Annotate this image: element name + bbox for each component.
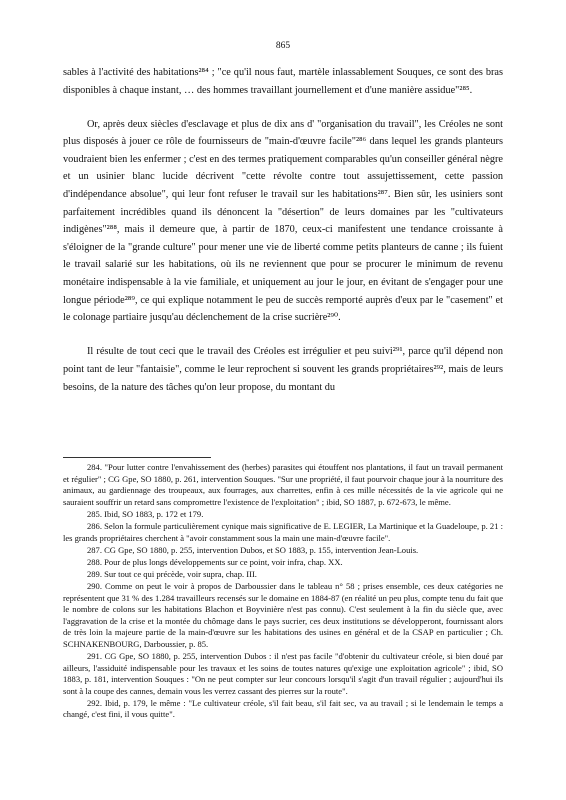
footnote	[63, 581, 503, 651]
footnote-text: Sur tout ce qui précède, voir supra, chap. III.	[104, 568, 257, 579]
footnote-number: 285.	[87, 508, 102, 519]
page-number: 865	[275, 41, 291, 51]
paragraph: Or, après deux siècles d'esclavage et plus de dix ans d' "organisation du travail", les Créoles ne sont plus disposés à jouer ce rôle de fournisseurs de "main-d'œuvre facile"²⁸⁶ dans lequel les grands planteurs voudraient bien les enfermer ; c'est en des termes pratiquement comparables qu'un conseiller général nègre et un usinier blanc lucide décrivent "cette révolte contre tout assujettissement, cette passion d'indépendance absolue", qui leur font refuser le travail sur les habitations²⁸⁷. Bien sûr, les usiniers sont parfaitement incrédibles quand ils dénoncent la "désertion" de leurs domaines par les "cultivateurs indigènes"²⁸⁸, mais il demeure que, à partir de 1870, ceux-ci manifestent une tendance croissante à s'éloigner de la "grande culture" pour mener une vie de liberté comme petits planteurs de canne ; ils fuient le travail salarié sur les habitations, où ils ne reviennent que pour se procurer le minimum de revenu monétaire indispensable à la vie familiale, et uniquement au jour le jour, en évitant de s'engager pour une longue période²⁸⁹, ce qui explique notamment le peu de succès remporté auprès d'eux par le "casement" et le colonage partiaire jusqu'au déclenchement de la crise sucrière²⁹⁰.	[63, 118, 504, 324]
footnote-number: 287.	[87, 544, 102, 555]
footnote-text: Ibid, p. 179, le même : "Le cultivateur créole, s'il fait beau, s'il fait sec, va au travail ; si le lendemain le temps a changé, c'est fini, il vous quitte".	[63, 697, 503, 720]
footnote-number: 291.	[87, 651, 102, 661]
footnote	[63, 557, 503, 569]
footnote-number: 290.	[87, 580, 102, 591]
footnote-number: 284.	[87, 462, 102, 472]
footnote-text: CG Gpe, SO 1880, p. 255, intervention Dubos, et SO 1883, p. 155, intervention Jean-Louis.	[104, 544, 419, 555]
footnote-number: 289.	[87, 568, 102, 579]
footnote	[63, 545, 503, 557]
footnote-number: 286.	[87, 520, 102, 531]
footnote-text: Selon la formule particulièrement cynique mais significative de E. LEGIER, La Martinique et la Guadeloupe, p. 21 : les grands propriétaires cherchent à "avoir constamment sous la main une main-d'œuvre facile".	[63, 520, 504, 543]
footnote-number: 288.	[87, 556, 102, 567]
footnote	[63, 569, 503, 581]
footnote-text: "Pour lutter contre l'envahissement des (herbes) parasites qui étouffent nos plantations, il faut un travail permanent et régulier" ; CG Gpe, SO 1880, p. 261, intervention Souques. "Sur une propriété, il faut pourvoir chaque jour à la nourriture des animaux, au gardiennage des troupeaux, aux fourrages, aux charrettes, enfin à ces mille nécessités de la vie agricole qui ne sauraient souffrir un retard sans compromettre l'existence de l'exploitation" ; ibid, SO 1887, p. 672-673, le même.	[63, 462, 504, 507]
footnote-number: 292.	[87, 697, 102, 708]
footnote	[63, 462, 503, 508]
main-text	[63, 64, 503, 396]
footnote-text: Comme on peut le voir à propos de Darboussier dans le tableau n° 58 ; prises ensemble, ces deux catégories ne représentent que 31 % des 1.284 travailleurs recensés sur le domaine en 1884-87 (en réalité un peu plus, compte tenu du fait que le nombre de colons sur les habitations Blachon et Boyvinière n'est pas connu). C'est seulement à la fin du siècle que, avec l'aggravation de la crise et la montée du chômage dans le pays sucrier, ces deux institutions se développeront, fournissant alors de très loin la majeure partie de la main-d'œuvre sur les habitations des usines en général et de la CSAP en particulier ; Ch. SCHNAKENBOURG, Darboussier, p. 85.	[63, 580, 503, 649]
footnote-text: CG Gpe, SO 1880, p. 255, intervention Dubos : il n'est pas facile "d'obtenir du cultivateur créole, si bien doué par ailleurs, l'assiduité indispensable pour les travaux et les soins de toutes natures qu'exige une exploitation agricole" ; ibid, SO 1883, p. 181, intervention Souques : "On ne peut compter sur leur concours lorsqu'il s'agit d'un travail régulier ; aujourd'hui ils sont à la coupe des cannes, demain vous les verrez cassant des pierres sur la route".	[63, 651, 504, 696]
footnote	[63, 521, 503, 544]
paragraph: sables à l'activité des habitations²⁸⁴ ; "ce qu'il nous faut, martèle inlassablement Souques, ce sont des bras disponibles à chaque instant, … des hommes travaillant journellement et d'une manière assidue"²⁸⁵.	[63, 67, 503, 96]
footnotes	[63, 462, 503, 722]
footnote	[63, 698, 503, 721]
footnote-separator	[63, 457, 211, 458]
footnote	[63, 651, 503, 697]
paragraph: Il résulte de tout ceci que le travail des Créoles est irrégulier et peu suivi²⁹¹, parce qu'il dépend non point tant de leur "fantaisie", comme le leur reprochent si souvent les grands propriétaires²⁹², mais de leurs besoins, de la nature des tâches qu'on leur propose, du montant du	[63, 346, 503, 393]
footnote	[63, 509, 503, 521]
footnote-text: Pour de plus longs développements sur ce point, voir infra, chap. XX.	[104, 556, 343, 567]
footnote-text: Ibid, SO 1883, p. 172 et 179.	[104, 508, 204, 519]
